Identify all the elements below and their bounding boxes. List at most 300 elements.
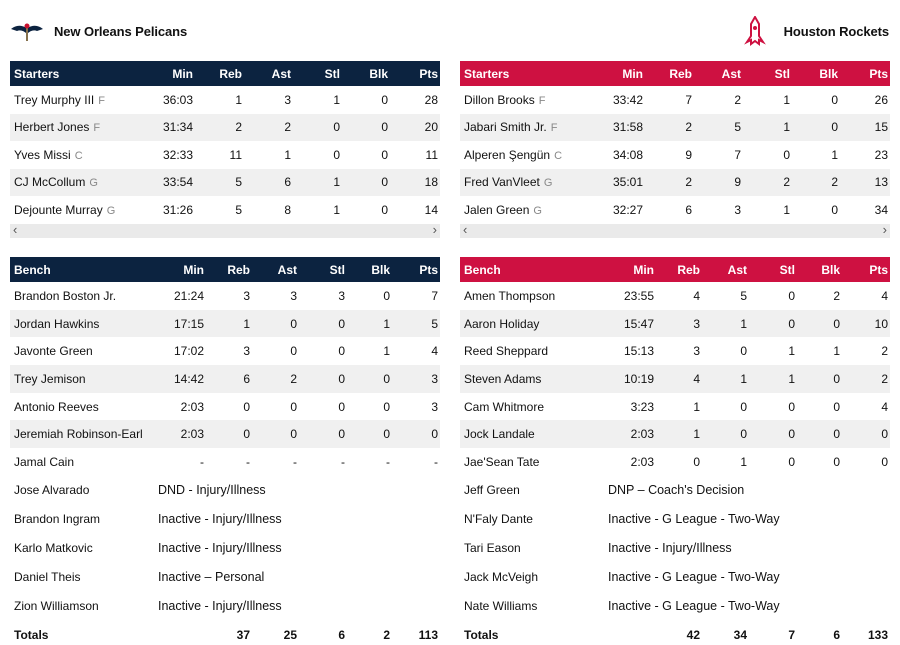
stat-blk: 0 (347, 365, 392, 393)
dnp-status: Inactive - Injury/Illness (158, 541, 282, 556)
stat-blk: 0 (381, 202, 388, 217)
table-row (10, 337, 440, 365)
stat-min: 15:47 (608, 310, 656, 338)
player-name[interactable]: Daniel Theis (14, 570, 81, 585)
stat-pts: 4 (881, 288, 888, 303)
table-row (460, 196, 890, 224)
player-name[interactable]: Jeff Green (464, 483, 520, 498)
stat-min: 17:02 (173, 344, 204, 359)
stat-min: 17:15 (158, 310, 206, 338)
table-header (10, 61, 440, 86)
player-name[interactable]: Jordan Hawkins (10, 310, 158, 338)
stat-stl: 0 (299, 420, 347, 448)
stat-ast: 0 (290, 399, 297, 414)
stat-blk: 0 (383, 399, 390, 414)
totals-min (158, 621, 206, 645)
stat-reb: 0 (206, 420, 252, 448)
table-row (460, 420, 890, 448)
player-name[interactable]: CJ McCollum (14, 175, 86, 190)
player-name[interactable]: Trey Jemison (10, 365, 158, 393)
total-ast: 25 (283, 627, 297, 642)
stat-ast: 5 (694, 114, 743, 142)
table-row (460, 337, 890, 365)
bench-body (460, 282, 890, 645)
col-header-reb[interactable]: Reb (195, 61, 244, 86)
stat-pts: 15 (840, 114, 890, 142)
table-row (10, 365, 440, 393)
stat-reb: 2 (195, 114, 244, 142)
total-reb: 42 (686, 627, 700, 642)
dnp-status: DND - Injury/Illness (158, 483, 266, 498)
player-name[interactable]: Reed Sheppard (464, 344, 549, 359)
stat-stl: 0 (299, 365, 347, 393)
stat-stl: 1 (333, 202, 340, 217)
pelicans-bench-panel (10, 257, 440, 645)
player-name[interactable]: Jalen Green (464, 202, 530, 217)
bench-table (460, 257, 890, 645)
player-name[interactable]: Fred VanVleet (464, 175, 540, 190)
stat-reb: 1 (235, 92, 242, 107)
col-header-pts[interactable]: Pts (842, 257, 890, 282)
stat-ast: 7 (734, 147, 741, 162)
player-name[interactable]: Jack McVeigh (464, 570, 539, 585)
totals-label: Totals (464, 627, 499, 642)
total-blk: 6 (833, 627, 840, 642)
table-row (10, 310, 440, 338)
player-name[interactable]: Nate Williams (464, 599, 538, 614)
col-header-pts[interactable]: Pts (392, 257, 440, 282)
stat-min: 35:01 (608, 169, 645, 197)
col-header-stl[interactable]: Stl (293, 61, 342, 86)
team-header-rockets (744, 14, 889, 48)
player-position: F (538, 94, 546, 107)
player-name[interactable]: Jeremiah Robinson-Earl (10, 420, 158, 448)
player-cell (460, 169, 608, 197)
col-header-reb[interactable]: Reb (656, 257, 702, 282)
player-name[interactable]: Trey Murphy III (14, 92, 95, 107)
player-name[interactable]: Alperen Şengün (464, 147, 551, 162)
dnp-row (10, 563, 440, 592)
player-name[interactable]: Herbert Jones (14, 120, 90, 135)
stat-stl: 0 (333, 147, 340, 162)
stat-reb: 4 (693, 288, 700, 303)
col-header-min[interactable]: Min (158, 61, 195, 86)
stat-pts: 34 (874, 202, 888, 217)
total-stl: 7 (788, 627, 795, 642)
total-reb: 37 (236, 627, 250, 642)
stat-ast: 6 (244, 169, 293, 197)
stat-stl: 0 (749, 310, 797, 338)
col-header-min[interactable]: Min (608, 61, 645, 86)
dnp-status: Inactive - Injury/Illness (158, 512, 282, 527)
stat-min: 33:42 (612, 92, 643, 107)
stat-min: 15:13 (623, 344, 654, 359)
stat-min: 2:03 (180, 399, 204, 414)
dnp-status: Inactive - G League - Two-Way (608, 512, 780, 527)
total-pts: 113 (418, 627, 438, 642)
stat-reb: - (246, 454, 250, 469)
stat-stl: 0 (293, 114, 342, 142)
stat-min: 2:03 (608, 420, 656, 448)
col-header-starters[interactable]: Starters (10, 61, 158, 86)
scroll-left-icon[interactable]: ‹ (463, 221, 468, 237)
stat-pts: 23 (874, 147, 888, 162)
stat-min: - (200, 454, 204, 469)
dnp-row (10, 592, 440, 621)
stat-ast: 0 (740, 344, 747, 359)
stat-pts: 5 (392, 310, 440, 338)
player-cell (460, 86, 608, 114)
stat-stl: 0 (299, 310, 347, 338)
stat-pts: 2 (881, 344, 888, 359)
player-position: F (550, 122, 558, 135)
dnp-status: Inactive - G League - Two-Way (608, 599, 780, 614)
col-header-ast[interactable]: Ast (694, 61, 743, 86)
stat-blk: 0 (797, 310, 842, 338)
player-name[interactable]: Zion Williamson (14, 599, 99, 614)
dnp-status: Inactive - G League - Two-Way (608, 570, 780, 585)
stat-ast: 0 (290, 344, 297, 359)
stat-pts: 18 (390, 169, 440, 197)
stat-reb: 3 (693, 344, 700, 359)
stat-ast: 1 (740, 454, 747, 469)
stat-ast: 8 (284, 202, 291, 217)
table-row (10, 393, 440, 421)
totals-row (460, 621, 890, 645)
dnp-row (460, 505, 890, 534)
player-name[interactable]: Javonte Green (14, 344, 93, 359)
stat-reb: 3 (243, 344, 250, 359)
stat-min: 31:34 (158, 114, 195, 142)
table-row (10, 169, 440, 197)
stat-pts: 28 (424, 92, 438, 107)
stat-pts: 4 (881, 399, 888, 414)
stat-blk: 2 (792, 169, 840, 197)
table-row (10, 420, 440, 448)
stat-blk: 2 (833, 288, 840, 303)
table-row (10, 114, 440, 142)
player-name[interactable]: Antonio Reeves (14, 399, 99, 414)
stat-blk: 0 (381, 92, 388, 107)
col-header-pts[interactable]: Pts (840, 61, 890, 86)
stat-min: 32:27 (612, 202, 643, 217)
player-cell (460, 141, 608, 169)
table-row (460, 448, 890, 476)
col-header-starters[interactable]: Starters (460, 61, 608, 86)
stat-reb: 6 (206, 365, 252, 393)
stat-ast: 2 (734, 92, 741, 107)
player-position: G (533, 204, 542, 217)
stat-pts: 14 (424, 202, 438, 217)
col-header-reb[interactable]: Reb (645, 61, 694, 86)
stat-pts: 3 (392, 365, 440, 393)
rockets-bench-panel (460, 257, 890, 645)
stat-reb: 3 (656, 310, 702, 338)
stat-blk: 0 (833, 454, 840, 469)
stat-blk: 0 (792, 114, 840, 142)
stat-stl: 1 (783, 202, 790, 217)
stat-ast: 2 (252, 365, 299, 393)
horizontal-scrollbar[interactable] (10, 221, 440, 238)
pelicans-logo-icon (10, 19, 44, 43)
team-name: Houston Rockets (783, 23, 889, 39)
stat-ast: 0 (702, 420, 749, 448)
col-header-stl[interactable]: Stl (299, 257, 347, 282)
player-name[interactable]: Jose Alvarado (14, 483, 90, 498)
starters-body (10, 86, 440, 224)
stat-reb: 5 (195, 169, 244, 197)
scroll-right-icon[interactable]: › (882, 221, 887, 237)
starters-body (460, 86, 890, 224)
table-row (460, 114, 890, 142)
stat-ast: 0 (252, 420, 299, 448)
stat-ast: 1 (284, 147, 291, 162)
player-cell (10, 114, 158, 142)
player-name[interactable]: Brandon Boston Jr. (14, 288, 117, 303)
stat-stl: 2 (743, 169, 792, 197)
stat-ast: 9 (694, 169, 743, 197)
stat-stl: 3 (338, 288, 345, 303)
stat-reb: 6 (685, 202, 692, 217)
col-header-min[interactable]: Min (608, 257, 656, 282)
table-row (460, 365, 890, 393)
col-header-blk[interactable]: Blk (347, 257, 392, 282)
col-header-blk[interactable]: Blk (792, 61, 840, 86)
dnp-row (10, 505, 440, 534)
player-cell (10, 86, 158, 114)
player-name[interactable]: Dillon Brooks (464, 92, 535, 107)
player-name[interactable]: Yves Missi (14, 147, 71, 162)
totals-min (608, 621, 656, 645)
player-position: C (74, 149, 83, 162)
dnp-row (460, 534, 890, 563)
stat-pts: 13 (840, 169, 890, 197)
col-header-stl[interactable]: Stl (749, 257, 797, 282)
table-row (10, 86, 440, 114)
player-cell (10, 196, 158, 224)
stat-min: 23:55 (623, 288, 654, 303)
stat-stl: 1 (788, 344, 795, 359)
horizontal-scrollbar[interactable] (460, 221, 890, 238)
stat-stl: 0 (783, 147, 790, 162)
dnp-status: DNP – Coach's Decision (608, 483, 745, 498)
stat-reb: 0 (243, 399, 250, 414)
stat-blk: 0 (381, 147, 388, 162)
player-name[interactable]: Steven Adams (460, 365, 608, 393)
stat-min: 32:33 (162, 147, 193, 162)
stat-stl: - (341, 454, 345, 469)
bench-body (10, 282, 440, 645)
col-header-stl[interactable]: Stl (743, 61, 792, 86)
col-header-min[interactable]: Min (158, 257, 206, 282)
stat-ast: 3 (290, 288, 297, 303)
stat-min: 2:03 (630, 454, 654, 469)
starters-table (10, 61, 440, 224)
table-row (460, 393, 890, 421)
stat-blk: 0 (347, 420, 392, 448)
stat-ast: - (293, 454, 297, 469)
stat-blk: 0 (831, 92, 838, 107)
stat-pts: 10 (842, 310, 890, 338)
player-name[interactable]: Jae'Sean Tate (464, 454, 540, 469)
scroll-left-icon[interactable]: ‹ (13, 221, 18, 237)
player-name[interactable]: Amen Thompson (464, 288, 556, 303)
total-blk: 2 (383, 627, 390, 642)
col-header-pts[interactable]: Pts (390, 61, 440, 86)
stat-stl: 1 (783, 92, 790, 107)
player-position: F (98, 94, 105, 107)
table-row (10, 282, 440, 310)
stat-stl: 1 (743, 114, 792, 142)
col-header-ast[interactable]: Ast (702, 257, 749, 282)
starters-table (460, 61, 890, 224)
player-name[interactable]: Karlo Matkovic (14, 541, 93, 556)
stat-stl: 1 (333, 92, 340, 107)
stat-blk: 0 (342, 114, 390, 142)
dnp-status: Inactive - Injury/Illness (158, 599, 282, 614)
col-header-bench[interactable]: Bench (460, 257, 608, 282)
player-name[interactable]: Brandon Ingram (14, 512, 101, 527)
dnp-status: Inactive - Injury/Illness (608, 541, 732, 556)
stat-min: 31:58 (608, 114, 645, 142)
player-name[interactable]: Dejounte Murray (14, 202, 103, 217)
stat-reb: 1 (206, 310, 252, 338)
stat-ast: 1 (702, 310, 749, 338)
stat-min: 36:03 (162, 92, 193, 107)
stat-pts: 3 (431, 399, 438, 414)
stat-ast: 2 (244, 114, 293, 142)
stat-pts: 4 (431, 344, 438, 359)
stat-ast: 0 (740, 399, 747, 414)
team-header-pelicans (10, 14, 187, 48)
stat-reb: 2 (645, 169, 694, 197)
dnp-row (10, 534, 440, 563)
table-row (460, 86, 890, 114)
stat-reb: 4 (656, 365, 702, 393)
stat-ast: 3 (284, 92, 291, 107)
stat-pts: 0 (881, 454, 888, 469)
stat-reb: 2 (645, 114, 694, 142)
stat-pts: 11 (425, 147, 438, 162)
stat-pts: 2 (842, 365, 890, 393)
stat-min: 33:54 (158, 169, 195, 197)
col-header-blk[interactable]: Blk (797, 257, 842, 282)
total-ast: 34 (733, 627, 747, 642)
stat-min: 31:26 (162, 202, 193, 217)
stat-reb: 1 (693, 399, 700, 414)
player-cell (460, 196, 608, 224)
stat-pts: 26 (874, 92, 888, 107)
table-header (10, 257, 440, 282)
bench-table (10, 257, 440, 645)
rockets-logo-icon (744, 16, 766, 46)
stat-ast: 3 (734, 202, 741, 217)
stat-min: 2:03 (158, 420, 206, 448)
stat-min: 34:08 (612, 147, 643, 162)
table-header (460, 257, 890, 282)
stat-blk: 0 (797, 420, 842, 448)
stat-blk: 0 (833, 399, 840, 414)
stat-pts: 7 (431, 288, 438, 303)
player-name[interactable]: Tari Eason (464, 541, 521, 556)
player-position: G (106, 204, 116, 217)
player-cell (460, 114, 608, 142)
stat-reb: 3 (243, 288, 250, 303)
col-header-blk[interactable]: Blk (342, 61, 390, 86)
pelicans-starters-panel (10, 61, 440, 238)
stat-reb: 11 (229, 147, 242, 162)
player-name[interactable]: N'Faly Dante (464, 512, 533, 527)
stat-ast: 1 (702, 365, 749, 393)
col-header-ast[interactable]: Ast (252, 257, 299, 282)
col-header-bench[interactable]: Bench (10, 257, 158, 282)
stat-min: 21:24 (173, 288, 204, 303)
stat-stl: 0 (788, 288, 795, 303)
stat-pts: 20 (390, 114, 440, 142)
stat-reb: 1 (656, 420, 702, 448)
table-row (10, 196, 440, 224)
stat-blk: 1 (347, 310, 392, 338)
stat-blk: 0 (831, 202, 838, 217)
totals-label: Totals (14, 627, 49, 642)
player-position: G (89, 177, 98, 190)
stat-blk: 0 (797, 365, 842, 393)
stat-min: 14:42 (158, 365, 206, 393)
player-position: G (543, 177, 553, 190)
table-row (460, 282, 890, 310)
team-name: New Orleans Pelicans (54, 23, 188, 39)
stat-stl: 0 (749, 420, 797, 448)
player-position: F (93, 122, 101, 135)
stat-stl: 0 (788, 454, 795, 469)
stat-blk: 1 (833, 344, 840, 359)
stat-stl: 1 (749, 365, 797, 393)
scroll-right-icon[interactable]: › (432, 221, 437, 237)
col-header-reb[interactable]: Reb (206, 257, 252, 282)
player-name[interactable]: Jamal Cain (14, 454, 75, 469)
stat-stl: 0 (338, 344, 345, 359)
table-row (460, 310, 890, 338)
player-name[interactable]: Cam Whitmore (464, 399, 545, 414)
totals-row (10, 621, 440, 645)
stat-stl: 0 (338, 399, 345, 414)
total-pts: 133 (867, 627, 888, 642)
stat-pts: - (434, 454, 438, 469)
player-position: C (554, 149, 563, 162)
player-cell (10, 169, 158, 197)
stat-ast: 5 (740, 288, 747, 303)
stat-min: 10:19 (608, 365, 656, 393)
table-row (10, 141, 440, 169)
stat-blk: 1 (831, 147, 838, 162)
player-name[interactable]: Jock Landale (460, 420, 608, 448)
col-header-ast[interactable]: Ast (244, 61, 293, 86)
player-cell (10, 141, 158, 169)
player-name[interactable]: Jabari Smith Jr. (464, 120, 547, 135)
stat-blk: 0 (342, 169, 390, 197)
stat-stl: 0 (788, 399, 795, 414)
stat-blk: 0 (383, 288, 390, 303)
stat-reb: 9 (685, 147, 692, 162)
table-row (10, 448, 440, 476)
player-name[interactable]: Aaron Holiday (460, 310, 608, 338)
stat-reb: 0 (693, 454, 700, 469)
dnp-row (460, 563, 890, 592)
stat-reb: 7 (685, 92, 692, 107)
rockets-starters-panel (460, 61, 890, 238)
dnp-row (460, 476, 890, 505)
dnp-row (10, 476, 440, 505)
